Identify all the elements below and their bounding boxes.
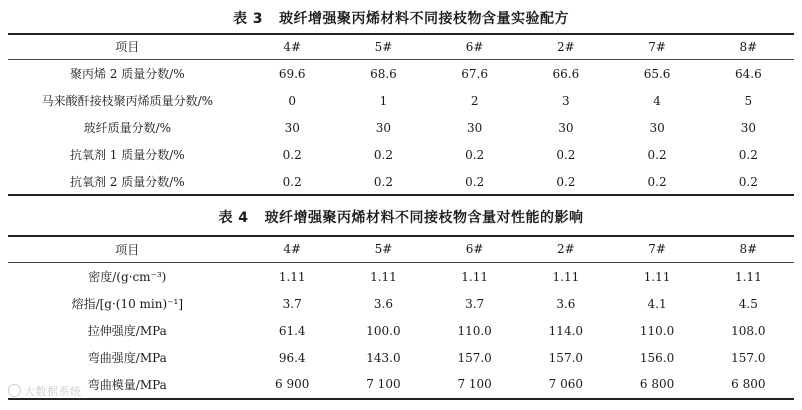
table3-caption [0,8,802,28]
table4-title: 玻纤增强聚丙烯材料不同接枝物含量对性能的影响 [264,210,584,226]
cell: 114.0 [548,323,584,338]
cell: 100.0 [366,323,401,338]
cell: 0.2 [738,174,758,189]
table3-header-cell: 项目 [115,40,140,54]
row-label: 马来酸酐接枝聚丙烯质量分数/% [41,94,214,108]
table-row [8,87,794,114]
cell: 7 100 [457,377,492,391]
watermark-text: 大数据系统 [24,385,82,398]
cell: 64.6 [734,66,762,81]
cell: 7 100 [366,377,401,391]
row-label: 密度/(g·cm⁻³) [88,270,167,284]
cell: 6 800 [731,377,766,391]
cell: 0.2 [647,147,667,162]
cell: 30 [649,120,665,135]
table4 [8,236,794,262]
cell: 157.0 [457,350,492,365]
table-row [8,263,794,290]
cell: 65.6 [643,66,671,81]
cell: 1.11 [370,269,397,284]
cell: 0.2 [373,147,393,162]
table4-header-cell: 4# [283,242,302,256]
cell: 3.7 [465,296,485,311]
table-row [8,60,794,87]
table3-header-cell: 8# [739,39,758,54]
table3-bottom-rule [8,194,794,196]
table-row [8,114,794,141]
table4-bottom-rule [8,398,794,400]
cell: 5 [744,93,753,108]
cell: 1.11 [278,269,306,284]
cell: 110.0 [639,323,675,338]
cell: 0.2 [282,147,302,162]
cell: 0.2 [465,147,485,162]
cell: 143.0 [366,350,401,365]
cell: 0.2 [465,174,485,189]
cell: 0.2 [282,174,302,189]
cell: 2 [470,93,479,108]
table-row [8,371,794,397]
table3-label: 表 3 [232,11,264,27]
cell: 66.6 [552,66,580,81]
cell: 30 [467,120,483,135]
table4-header-cell: 5# [374,242,393,256]
cell: 157.0 [548,350,584,365]
table4-body [8,263,794,397]
cell: 3 [562,93,570,108]
row-label: 抗氧剂 1 质量分数/% [69,148,185,162]
table3-header-cell: 2# [557,39,575,54]
table4-header-cell: 项目 [115,242,140,257]
cell: 0.2 [738,147,758,162]
cell: 0 [288,93,297,108]
cell: 110.0 [457,323,492,338]
cell: 108.0 [731,323,766,338]
cell: 1.11 [734,269,762,284]
row-label: 弯曲强度/MPa [87,351,167,365]
cell: 30 [558,120,574,135]
cell: 0.2 [556,174,576,189]
cell: 69.6 [278,66,306,81]
table-row [8,344,794,371]
table4-caption [0,207,802,227]
cell: 67.6 [461,66,488,81]
cell: 30 [740,120,756,135]
row-label: 聚丙烯 2 质量分数/% [69,67,185,81]
table-row [8,317,794,344]
watermark [8,383,82,399]
cell: 3.6 [373,296,393,311]
cell: 0.2 [373,174,393,189]
row-label: 拉伸强度/MPa [87,324,167,338]
table3-header-cell: 6# [465,39,484,54]
table3-title: 玻纤增强聚丙烯材料不同接枝物含量实验配方 [279,11,570,27]
table4-header-cell: 2# [557,242,575,256]
cell: 68.6 [370,66,397,81]
row-label: 抗氧剂 2 质量分数/% [69,175,185,189]
cell: 3.6 [556,296,576,311]
table-row [8,290,794,317]
cell: 0.2 [556,147,576,162]
table3-body [8,60,794,195]
table4-header-cell: 7# [648,242,666,256]
cell: 0.2 [647,174,667,189]
cell: 4.1 [647,296,667,311]
table3-header-cell: 5# [374,39,393,54]
cell: 6 900 [275,377,310,391]
table3-header-cell: 4# [283,39,302,54]
cell: 1.11 [643,269,671,284]
table4-header-row [8,236,794,262]
table3-header-cell: 7# [648,39,666,54]
row-label: 弯曲模量/MPa [87,377,167,392]
table-row [8,141,794,168]
row-label: 玻纤质量分数/% [83,121,172,135]
cell: 156.0 [639,350,675,365]
table3 [8,34,794,59]
table4-header-cell: 8# [739,242,758,256]
table-row [8,168,794,195]
cell: 61.4 [278,323,306,338]
cell: 1.11 [461,269,488,284]
cell: 6 800 [639,377,675,391]
cell: 3.7 [282,296,302,311]
cell: 4.5 [738,296,758,311]
table4-header-cell: 6# [465,242,484,256]
cell: 4 [653,93,661,108]
watermark-logo-icon [8,384,21,397]
cell: 1 [379,93,388,108]
cell: 157.0 [731,350,766,365]
cell: 1.11 [552,269,580,284]
cell: 96.4 [278,350,306,365]
table3-header-row [8,34,794,59]
cell: 30 [284,120,300,135]
cell: 7 060 [548,377,584,391]
cell: 30 [375,120,392,135]
table4-label: 表 4 [218,210,249,226]
row-label: 熔指/[g·(10 min)⁻¹] [71,297,184,311]
